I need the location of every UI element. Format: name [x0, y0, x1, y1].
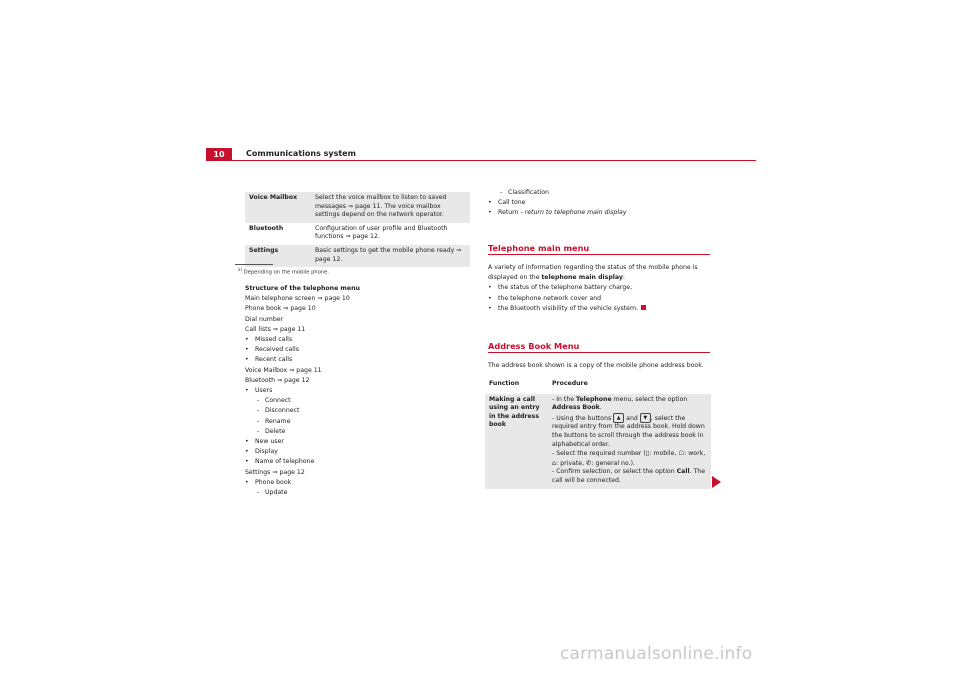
list-item: • Phone book [245, 478, 475, 488]
list-item: - Rename [245, 417, 475, 427]
address-book-table [485, 378, 711, 489]
row-text: Select the voice mailbox to listen to saved messages ⇒ page 11. The voice mailbox settings depend on the network operator. [315, 194, 447, 219]
row-label: Settings [249, 246, 279, 254]
table-row [245, 192, 470, 223]
function-cell: Making a call using an entry in the address book [489, 395, 540, 429]
menu-structure [245, 284, 475, 498]
menu-structure-continued [488, 188, 713, 219]
list-item: • Display [245, 447, 475, 457]
list-item: Call lists ⇒ page 11 [245, 325, 306, 333]
list-item: • Users [245, 386, 475, 396]
section-rule [488, 254, 710, 255]
telephone-main-menu-intro: A variety of information regarding the status of the mobile phone is displayed on the telephone main display: [488, 264, 698, 282]
list-item: - Disconnect [245, 406, 475, 416]
list-item: • Name of telephone [245, 457, 475, 467]
footnote-marker: a) [238, 267, 243, 272]
list-item: • the telephone network cover and [488, 294, 713, 304]
italic-note: return to telephone main display [524, 209, 627, 217]
footnote-text: Depending on the mobile phone. [243, 269, 329, 276]
list-item: • Return - return to telephone main display [488, 208, 713, 218]
row-label: Bluetooth [249, 224, 284, 232]
work-phone-icon: ☖ [678, 449, 685, 458]
list-item: Dial number [245, 315, 284, 323]
handset-icon: ✆ [586, 458, 592, 467]
section-end-icon [641, 305, 646, 310]
procedure-step: - Confirm selection, or select the option Call. The call will be connected. [552, 468, 706, 484]
list-item: Bluetooth ⇒ page 12 [245, 376, 310, 384]
row-text: Basic settings to get the mobile phone ready ⇒ page 12. [315, 246, 462, 263]
menu-functions-table [245, 192, 470, 267]
header-rule [206, 160, 756, 161]
procedure-cell [548, 394, 711, 489]
section-title-address-book-menu: Address Book Menu [488, 341, 580, 351]
list-item: Voice Mailbox ⇒ page 11 [245, 366, 322, 374]
list-item: • New user [245, 437, 475, 447]
list-item: • Recent calls [245, 355, 475, 365]
telephone-main-menu-body [488, 263, 713, 314]
footnote-rule [235, 264, 273, 265]
table-row [485, 394, 711, 489]
up-arrow-button-icon: ▲ [613, 413, 624, 423]
list-item: - Delete [245, 427, 475, 437]
table-header-row [485, 378, 711, 394]
watermark: carmanualsonline.info [560, 644, 753, 664]
next-page-arrow-icon [712, 476, 721, 488]
procedure-step: - In the Telephone menu, select the option Address Book. [552, 395, 688, 412]
list-item: - Connect [245, 396, 475, 406]
list-item: • Call tone [488, 198, 713, 208]
address-book-intro: The address book shown is a copy of the mobile phone address book. [488, 362, 704, 369]
row-text: Configuration of user profile and Bluetooth functions ⇒ page 12. [315, 224, 448, 241]
home-icon: ⌂ [552, 458, 557, 467]
mobile-phone-icon: ▯ [645, 449, 650, 458]
page-number: 10 [206, 148, 232, 161]
list-item: Main telephone screen ⇒ page 10 [245, 295, 350, 303]
list-item: Phone book ⇒ page 10 [245, 305, 316, 313]
column-header-procedure: Procedure [552, 380, 588, 387]
list-item: • the Bluetooth visibility of the vehicle system. [488, 304, 713, 314]
telephone-status-list [488, 283, 713, 314]
structure-list [245, 294, 475, 498]
list-item: • Received calls [245, 345, 475, 355]
row-label: Voice Mailbox [249, 194, 298, 201]
list-item: • the status of the telephone battery charge, [488, 283, 713, 293]
section-title-telephone-main-menu: Telephone main menu [488, 243, 590, 253]
down-arrow-button-icon: ▼ [640, 413, 651, 423]
procedure-step: - Select the required number (▯: mobile, ☖: work, ⌂: private, ✆: general no.). [552, 449, 706, 467]
chapter-title: Communications system [246, 149, 356, 158]
continued-list [488, 188, 713, 219]
list-item: - Classification [488, 188, 713, 198]
column-header-function: Function [489, 380, 520, 387]
footnote [238, 267, 329, 276]
list-item: - Update [245, 488, 475, 498]
table-row [245, 223, 470, 245]
list-item: • Missed calls [245, 335, 475, 345]
table-row [245, 245, 470, 267]
procedure-step: - Using the buttons ▲ and ▼ , select the required entry from the address book. Hold down the buttons to scroll through the address book in alphabetical order. [552, 414, 705, 448]
section-rule [488, 352, 710, 353]
list-item: Settings ⇒ page 12 [245, 468, 305, 476]
structure-heading: Structure of the telephone menu [245, 285, 360, 292]
